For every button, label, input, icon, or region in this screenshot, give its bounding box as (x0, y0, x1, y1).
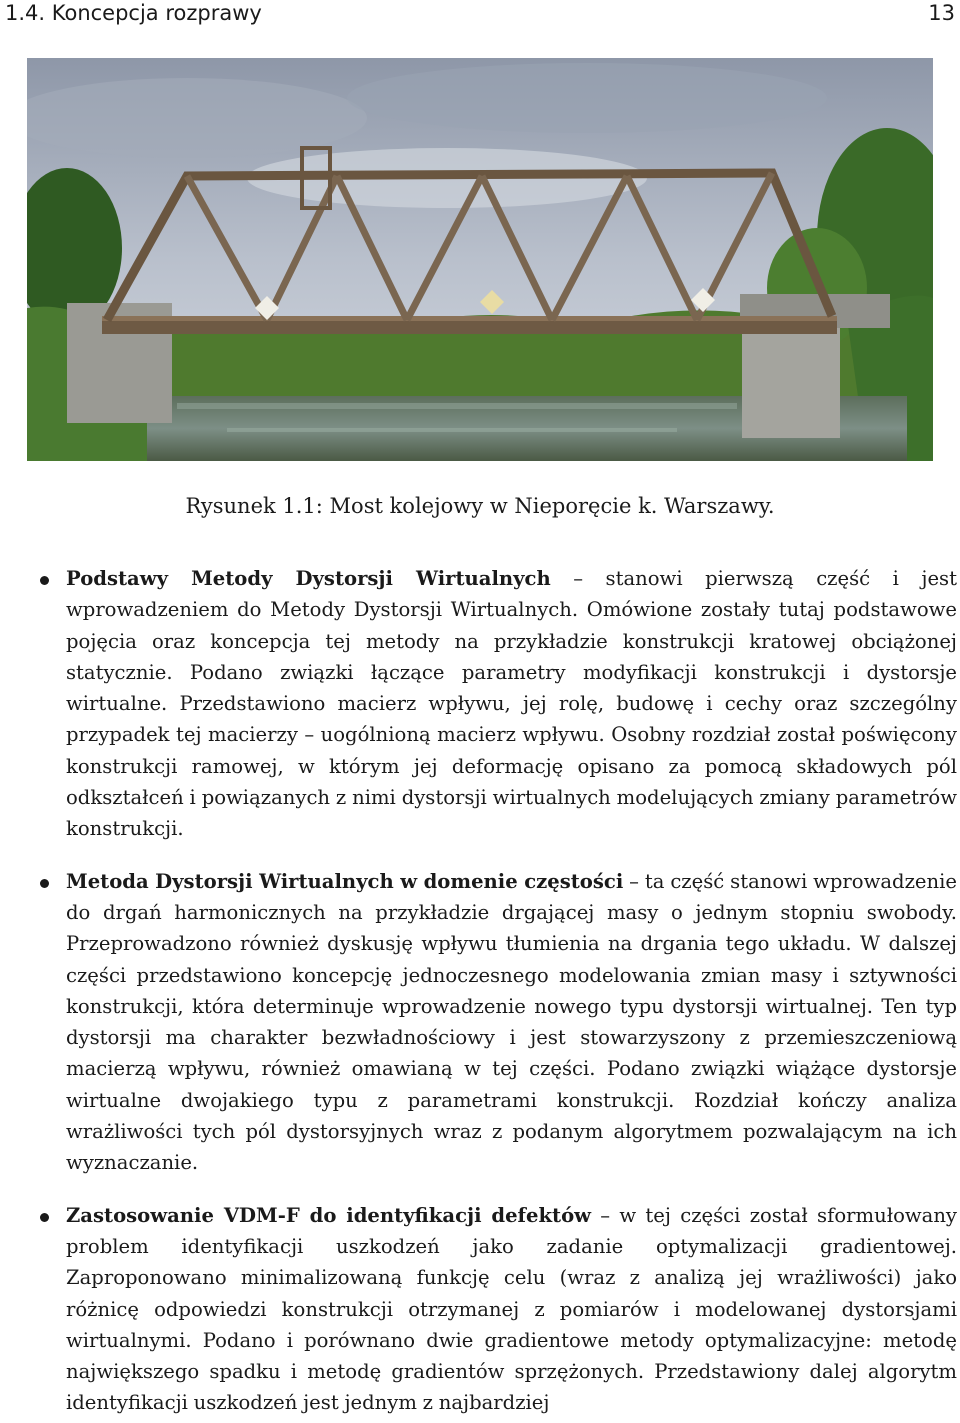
bullet-icon (40, 879, 49, 888)
chapter-outline-list (0, 563, 960, 1419)
section-title: 1.4. Koncepcja rozprawy (5, 1, 262, 25)
running-header (5, 0, 955, 28)
page-number: 13 (928, 1, 955, 25)
item-title: Zastosowanie VDM-F do identyfikacji defektów (66, 1203, 592, 1227)
bullet-icon (40, 576, 49, 585)
list-item (0, 1200, 960, 1419)
list-item (0, 866, 960, 1179)
list-item (0, 563, 960, 845)
bullet-icon (40, 1213, 49, 1222)
item-title: Metoda Dystorsji Wirtualnych w domenie częstości (66, 869, 624, 893)
figure-caption: Rysunek 1.1: Most kolejowy w Nieporęcie k. Warszawy. (185, 494, 775, 518)
item-text: – w tej części został sformułowany problem identyfikacji uszkodzeń jako zadanie optymalizacji gradientowej. Zaproponowano minimalizowaną funkcję celu (wraz z analizą jej wrażliwości) jako różnicę odpowiedzi konstrukcji otrzymanej z pomiarów i modelowanej dystorsjami wirtualnymi. Podano i porównano dwie gradientowe metody optymalizacyjne: metodę największego spadku i metodę gradientów sprzężonych. Przedstawiony dalej algorytm identyfikacji uszkodzeń jest jednym z najbardziej (66, 1203, 958, 1415)
bridge-photo-image (27, 58, 933, 461)
item-title: Podstawy Metody Dystorsji Wirtualnych (66, 567, 551, 590)
figure-bridge-photo (27, 58, 933, 461)
item-text: – stanowi pierwszą część i jest wprowadzeniem do Metody Dystorsji Wirtualnych. Omówione zostały tutaj podstawowe pojęcia oraz koncepcja tej metody na przykładzie konstrukcji kratowej obciążonej statycznie. Podano związki łączące parametry modyfikacji konstrukcji i dystorsje wirtualne. Przedstawiono macierz wpływu, jej rolę, budowę i cechy oraz szczególny przypadek tej macierzy – uogólnioną macierz wpływu. Osobny rozdział został poświęcony konstrukcji ramowej, w którym jej deformację opisano za pomocą składowych pól odkształceń i powiązanych z nimi dystorsji wirtualnych modelujących zmiany parametrów konstrukcji. (66, 567, 957, 841)
item-text: – ta część stanowi wprowadzenie do drgań harmonicznych na przykładzie drgającej masy o jednym stopniu swobody. Przeprowadzono również dyskusję wpływu tłumienia na drgania tego układu. W dalszej części przedstawiono koncepcję jednoczesnego modelowania zmian masy i sztywności konstrukcji, która determinuje wprowadzenie nowego typu dystorsji wirtualnej. Ten typ dystorsji ma charakter bezwładnościowy i jest stowarzyszony z przemieszczeniową macierzą wpływu, również omawianą w tej części. Podano związki wiążące dystorsje wirtualne dwojakiego typu z parametrami konstrukcji. Rozdział kończy analiza wrażliwości tych pól dystorsyjnych wraz z podanym algorytmem pozwalającym na ich wyznaczanie. (66, 869, 957, 1175)
